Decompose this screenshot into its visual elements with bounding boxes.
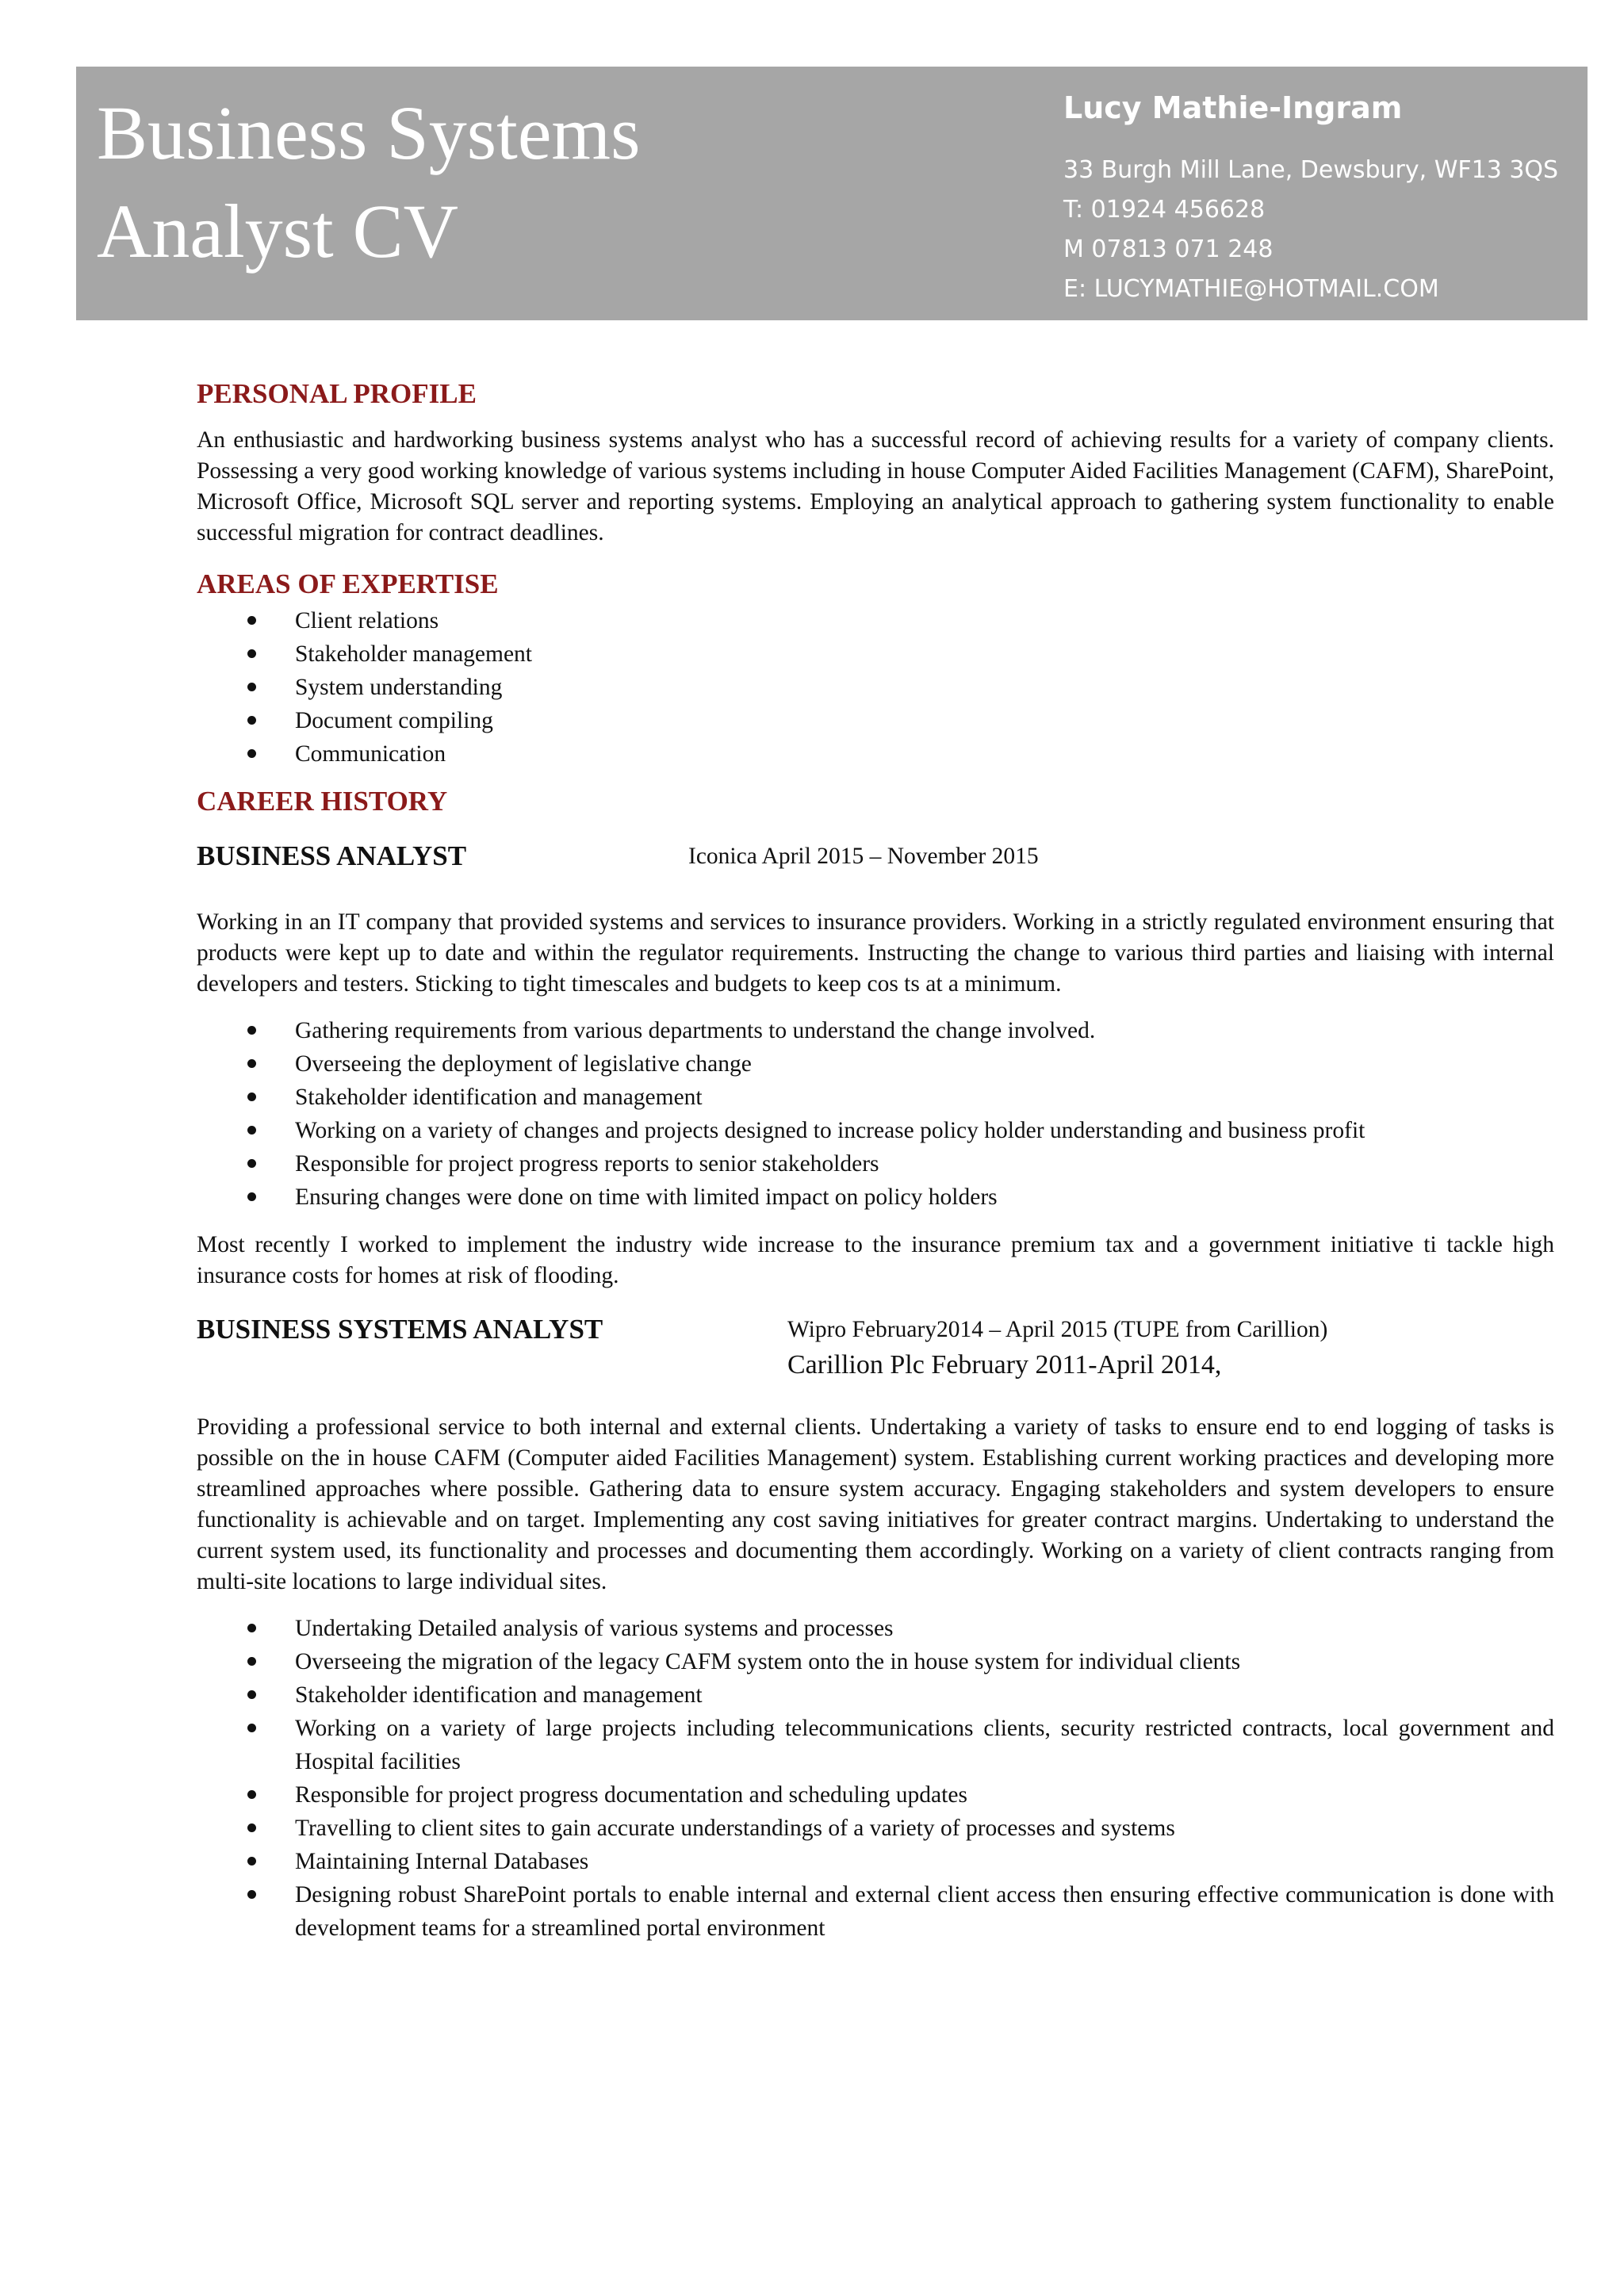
list-item-text: Document compiling <box>295 708 493 733</box>
list-item-text: Responsible for project progress documentation and scheduling updates <box>295 1782 967 1808</box>
list-item <box>197 1047 1554 1081</box>
contact-email: E: LUCYMATHIE@HOTMAIL.COM <box>1063 275 1439 303</box>
list-item <box>197 1645 1554 1678</box>
bullet-icon <box>247 616 256 625</box>
list-item-text: System understanding <box>295 675 503 700</box>
expertise-list <box>197 604 1554 771</box>
list-item <box>197 1081 1554 1114</box>
list-item-text: Responsible for project progress reports to senior stakeholders <box>295 1151 879 1177</box>
job-employer: Iconica April 2015 – November 2015 <box>688 844 1039 869</box>
contact-telephone: T: 01924 456628 <box>1063 196 1266 224</box>
list-item-text: Undertaking Detailed analysis of various systems and processes <box>295 1616 894 1641</box>
list-item <box>197 604 1554 637</box>
bullet-icon <box>247 1159 256 1168</box>
bullet-icon <box>247 1026 256 1035</box>
job-title: BUSINESS SYSTEMS ANALYST <box>197 1314 603 1345</box>
cv-body <box>197 374 1554 1945</box>
bullet-icon <box>247 749 256 758</box>
list-item <box>197 1678 1554 1712</box>
header-bar <box>76 67 1588 320</box>
list-item-text: Client relations <box>295 608 439 633</box>
list-item <box>197 1014 1554 1047</box>
job-responsibilities <box>197 1612 1554 1945</box>
job-employer-previous: Carillion Plc February 2011-April 2014, <box>787 1350 1222 1380</box>
list-item-text: Designing robust SharePoint portals to enable internal and external client access then ensuring effective communication is done with development teams for a streamlined portal environment <box>295 1882 1554 1941</box>
bullet-icon <box>247 683 256 691</box>
personal-profile-heading: PERSONAL PROFILE <box>197 378 477 409</box>
job-responsibilities <box>197 1014 1554 1214</box>
bullet-icon <box>247 1890 256 1899</box>
list-item <box>197 1114 1554 1147</box>
list-item-text: Overseeing the deployment of legislative change <box>295 1051 752 1077</box>
document-title <box>97 84 1001 281</box>
job-description: Providing a professional service to both internal and external clients. Undertaking a variety of tasks to ensure end to end logging of tasks is possible on the in house CAFM (Computer aided Facilities Management) system. Establishing current working practices and developing more streamlined approaches where possible. Gathering data to ensure system accuracy. Engaging stakeholders and system developers to ensure functionality is achievable and on target. Implementing any cost saving initiatives for greater contract margins. Undertaking to understand the current system used, its functionality and processes and documenting them accordingly. Working on a variety of client contracts ranging from multi-site locations to large individual sites. <box>197 1414 1554 1594</box>
bullet-icon <box>247 1624 256 1632</box>
list-item <box>197 1181 1554 1214</box>
list-item-text: Working on a variety of large projects including telecommunications clients, security restricted contracts, local government and Hospital facilities <box>295 1716 1554 1774</box>
job-closing-note: Most recently I worked to implement the industry wide increase to the insurance premium tax and a government initiative ti tackle high insurance costs for homes at risk of flooding. <box>197 1232 1554 1288</box>
job-employer: Wipro February2014 – April 2015 (TUPE from Carillion) <box>787 1317 1328 1342</box>
list-item <box>197 1612 1554 1645</box>
personal-profile-text: An enthusiastic and hardworking business systems analyst who has a successful record of achieving results for a variety of company clients. Possessing a very good working knowledge of various systems including in house Computer Aided Facilities Management (CAFM), SharePoint, Microsoft Office, Microsoft SQL server and reporting systems. Employing an analytical approach to gathering system functionality to enable successful migration for contract deadlines. <box>197 427 1554 545</box>
job-header <box>197 836 1554 877</box>
areas-of-expertise-heading: AREAS OF EXPERTISE <box>197 568 499 599</box>
bullet-icon <box>247 1093 256 1101</box>
contact-name: Lucy Mathie-Ingram <box>1063 90 1403 125</box>
list-item <box>197 671 1554 704</box>
bullet-icon <box>247 716 256 725</box>
title-line-1: Business Systems <box>97 90 641 175</box>
title-line-2: Analyst CV <box>97 189 458 274</box>
bullet-icon <box>247 1192 256 1201</box>
bullet-icon <box>247 1690 256 1699</box>
contact-address: 33 Burgh Mill Lane, Dewsbury, WF13 3QS <box>1063 156 1559 184</box>
list-item-text: Ensuring changes were done on time with limited impact on policy holders <box>295 1184 998 1210</box>
list-item-text: Communication <box>295 741 446 767</box>
bullet-icon <box>247 1126 256 1135</box>
list-item <box>197 704 1554 737</box>
list-item <box>197 737 1554 771</box>
list-item-text: Overseeing the migration of the legacy CAFM system onto the in house system for individual clients <box>295 1649 1241 1674</box>
list-item <box>197 637 1554 671</box>
job-title: BUSINESS ANALYST <box>197 840 467 871</box>
bullet-icon <box>247 1657 256 1666</box>
list-item <box>197 1845 1554 1878</box>
bullet-icon <box>247 1823 256 1832</box>
job-description: Working in an IT company that provided systems and services to insurance providers. Working in a strictly regulated environment ensuring that products were kept up to date and within the regulator requirements. Instructing the change to various third parties and liaising with internal developers and testers. Sticking to tight timescales and budgets to keep cos ts at a minimum. <box>197 909 1554 997</box>
list-item-text: Working on a variety of changes and projects designed to increase policy holder understanding and business profit <box>295 1118 1365 1143</box>
list-item-text: Stakeholder identification and management <box>295 1682 703 1708</box>
list-item <box>197 1712 1554 1778</box>
job-header <box>197 1309 1554 1383</box>
contact-mobile: M 07813 071 248 <box>1063 235 1274 263</box>
bullet-icon <box>247 1857 256 1866</box>
bullet-icon <box>247 649 256 658</box>
career-history-heading: CAREER HISTORY <box>197 786 448 817</box>
list-item <box>197 1878 1554 1945</box>
list-item <box>197 1778 1554 1812</box>
list-item-text: Stakeholder identification and management <box>295 1085 703 1110</box>
list-item-text: Stakeholder management <box>295 641 532 667</box>
contact-block <box>1063 78 1587 309</box>
bullet-icon <box>247 1059 256 1068</box>
list-item <box>197 1812 1554 1845</box>
bullet-icon <box>247 1724 256 1732</box>
list-item-text: Maintaining Internal Databases <box>295 1849 589 1874</box>
list-item <box>197 1147 1554 1181</box>
bullet-icon <box>247 1790 256 1799</box>
list-item-text: Travelling to client sites to gain accurate understandings of a variety of processes and systems <box>295 1816 1175 1841</box>
list-item-text: Gathering requirements from various departments to understand the change involved. <box>295 1018 1096 1043</box>
